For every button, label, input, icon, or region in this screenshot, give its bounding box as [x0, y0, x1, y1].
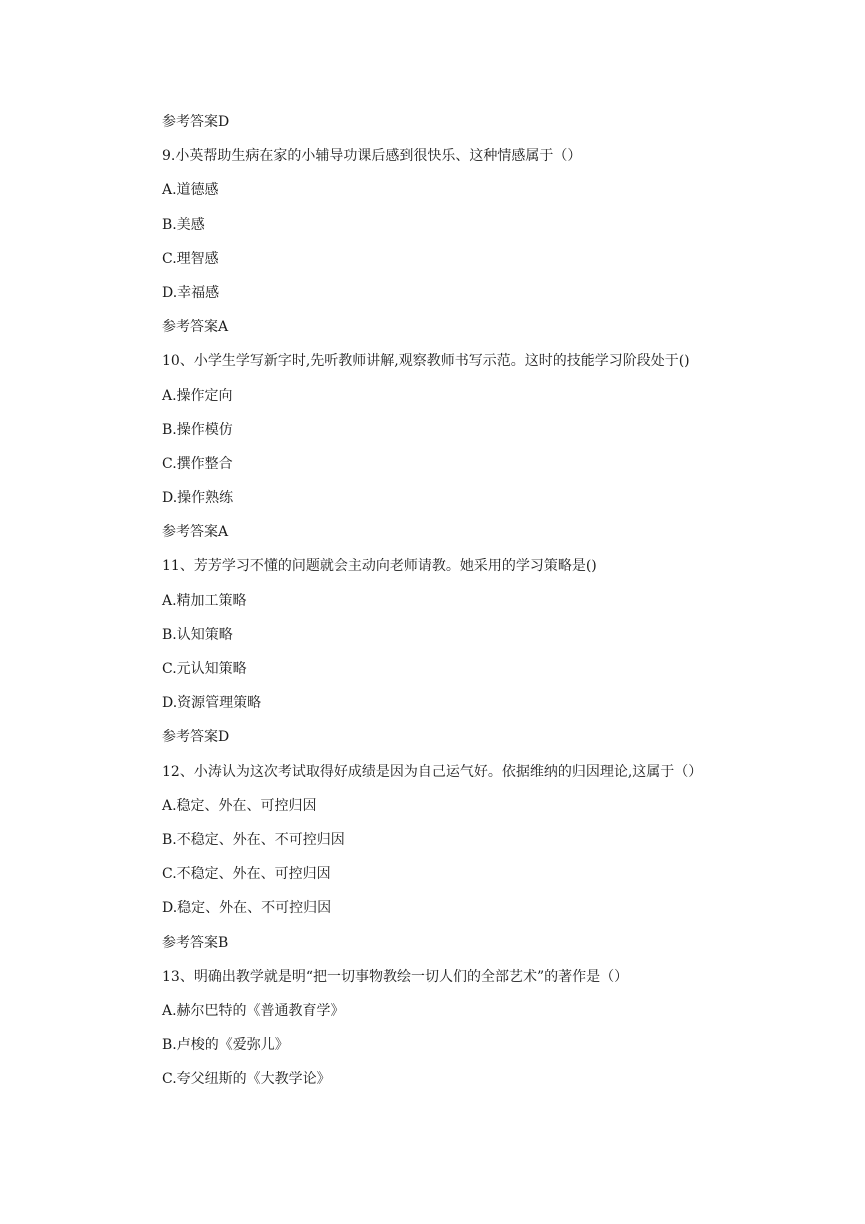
answer-line-q9: 参考答案A	[162, 319, 229, 336]
answer-line-q12: 参考答案B	[162, 934, 229, 951]
question-10: 10、小学生学写新字时,先听教师讲解,观察教师书写示范。这时的技能学习阶段处于()	[162, 353, 690, 370]
option-9c: C.理智感	[162, 250, 219, 267]
option-12a: A.稳定、外在、可控归因	[162, 797, 317, 814]
option-9b: B.美感	[162, 216, 205, 233]
option-10b: B.操作模仿	[162, 421, 233, 438]
option-11d: D.资源管理策略	[162, 695, 262, 712]
question-11: 11、芳芳学习不懂的问题就会主动向老师请教。她采用的学习策略是()	[162, 558, 597, 575]
option-11a: A.精加工策略	[162, 592, 247, 609]
option-11b: B.认知策略	[162, 626, 233, 643]
option-12d: D.稳定、外在、不可控归因	[162, 900, 332, 917]
option-10d: D.操作熟练	[162, 490, 234, 507]
option-10a: A.操作定向	[162, 387, 233, 404]
answer-line-q11: 参考答案D	[162, 729, 230, 746]
option-9d: D.幸福感	[162, 284, 220, 301]
question-12: 12、小涛认为这次考试取得好成绩是因为自己运气好。依据维纳的归因理论,这属于（）	[162, 763, 703, 780]
answer-line-q8: 参考答案D	[162, 114, 230, 130]
option-13b: B.卢梭的《爱弥儿》	[162, 1037, 289, 1054]
option-11c: C.元认知策略	[162, 661, 247, 677]
answer-line-q10: 参考答案A	[162, 524, 229, 541]
option-9a: A.道德感	[162, 182, 219, 199]
option-13a: A.赫尔巴特的《普通教育学》	[162, 1002, 345, 1019]
document-body	[162, 112, 802, 1103]
option-13c: C.夸父纽斯的《大教学论》	[162, 1071, 331, 1088]
question-9: 9.小英帮助生病在家的小辅导功课后感到很快乐、这种情感属于（）	[162, 148, 582, 165]
option-10c: C.撰作整合	[162, 455, 233, 472]
question-13: 13、明确出教学就是明“把一切事物教绘一切人们的全部艺术”的著作是（）	[162, 968, 629, 985]
option-12c: C.不稳定、外在、可控归因	[162, 866, 331, 883]
option-12b: B.不稳定、外在、不可控归因	[162, 831, 345, 848]
